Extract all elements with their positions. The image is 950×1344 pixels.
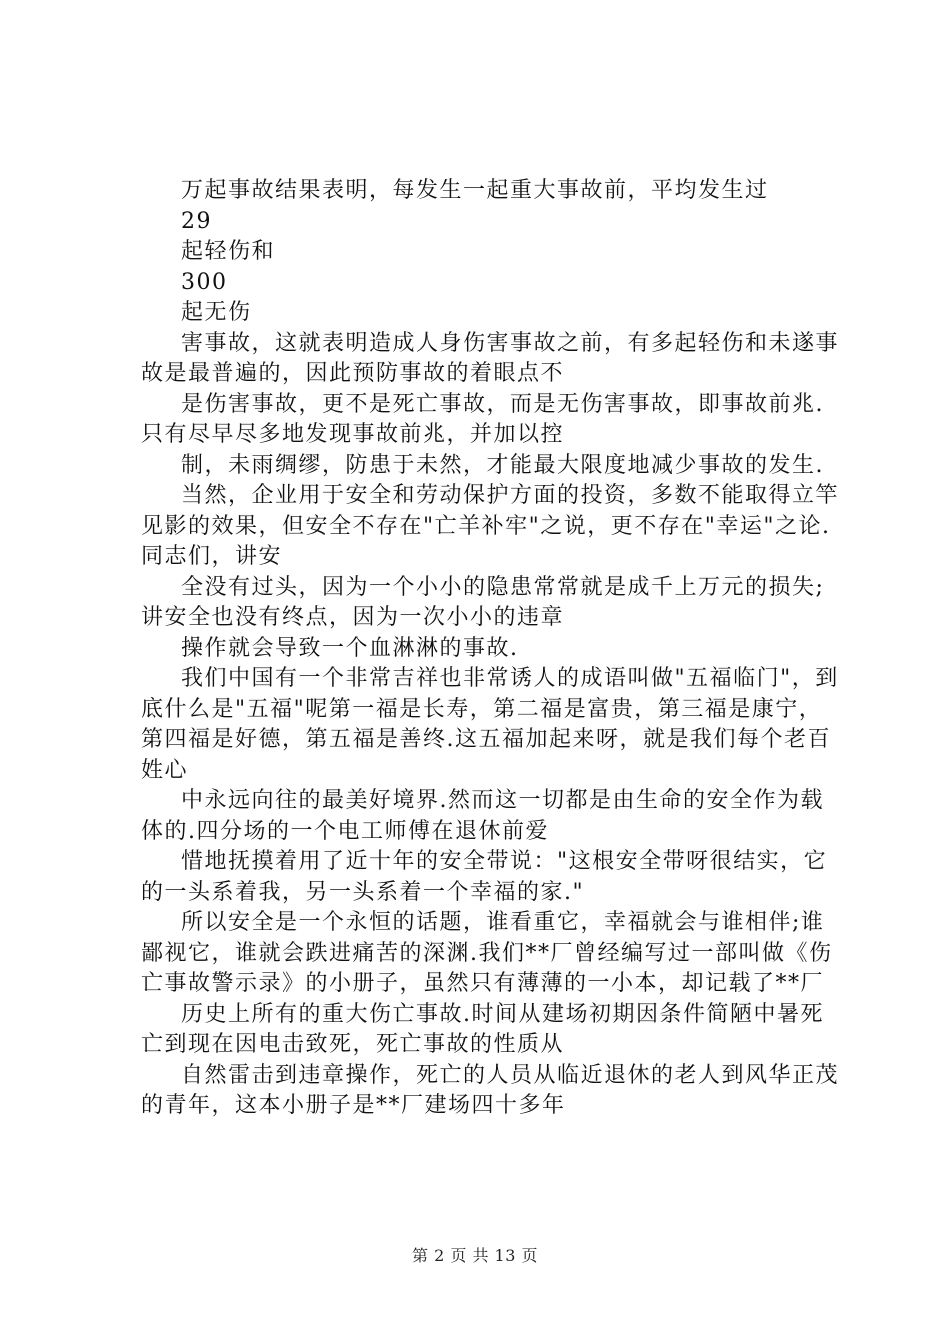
- paragraph: 是伤害事故，更不是死亡事故，而是无伤害事故，即事故前兆.只有尽早尽多地发现事故前兆，并加以控: [141, 391, 824, 447]
- paragraph: 29: [181, 208, 212, 234]
- paragraph: 300: [181, 269, 228, 295]
- paragraph: 害事故，这就表明造成人身伤害事故之前，有多起轻伤和未遂事故是最普遍的，因此预防事故的着眼点不: [141, 330, 840, 386]
- paragraph: 历史上所有的重大伤亡事故.时间从建场初期因条件简陋中暑死亡到现在因电击致死，死亡事故的性质从: [141, 1001, 824, 1057]
- paragraph: 所以安全是一个永恒的话题，谁看重它，幸福就会与谁相伴;谁鄙视它，谁就会跌进痛苦的深渊.我们**厂曾经编写过一部叫做《伤亡事故警示录》的小册子，虽然只有薄薄的一小本，却记载了**厂: [141, 910, 833, 996]
- paragraph: 惜地抚摸着用了近十年的安全带说："这根安全带呀很结实，它的一头系着我，另一头系着一个幸福的家.": [141, 849, 828, 905]
- paragraph: 全没有过头，因为一个小小的隐患常常就是成千上万元的损失;讲安全也没有终点，因为一次小小的违章: [141, 574, 825, 630]
- document-body: [141, 176, 841, 1122]
- page-number-footer: 第 2 页 共 13 页: [412, 1246, 538, 1265]
- paragraph: 我们中国有一个非常吉祥也非常诱人的成语叫做"五福临门"，到底什么是"五福"呢第一福是长寿，第二福是富贵，第三福是康宁，第四福是好德，第五福是善终.这五福加起来呀，就是我们每个老百姓心: [141, 666, 839, 783]
- paragraph: 操作就会导致一个血淋淋的事故.: [181, 635, 519, 661]
- paragraph: 起无伤: [181, 300, 252, 325]
- paragraph: 制，未雨绸缪，防患于未然，才能最大限度地减少事故的发生.: [181, 452, 824, 478]
- paragraph: 自然雷击到违章操作，死亡的人员从临近退休的老人到风华正茂的青年，这本小册子是**厂建场四十多年: [141, 1062, 840, 1118]
- paragraph: 万起事故结果表明，每发生一起重大事故前，平均发生过: [181, 178, 769, 203]
- paragraph: 起轻伤和: [181, 239, 276, 264]
- paragraph: 当然，企业用于安全和劳动保护方面的投资，多数不能取得立竿见影的效果，但安全不存在"亡羊补牢"之说，更不存在"幸运"之论.同志们，讲安: [141, 483, 840, 569]
- paragraph: 中永远向往的最美好境界.然而这一切都是由生命的安全作为载体的.四分场的一个电工师傅在退休前爱: [141, 788, 824, 844]
